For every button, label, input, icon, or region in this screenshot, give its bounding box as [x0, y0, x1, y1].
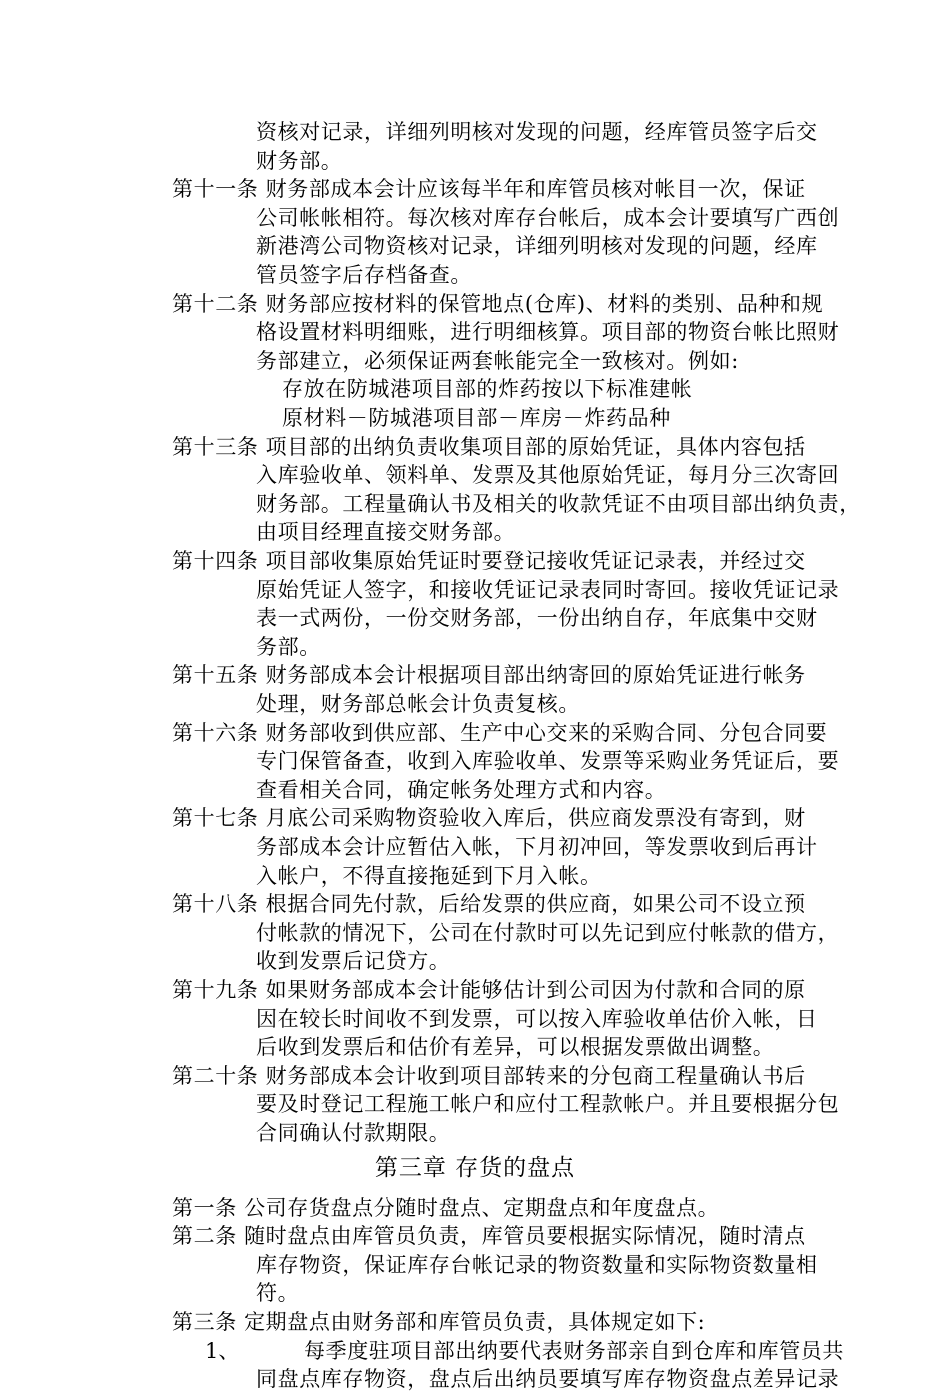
text-line: 入帐户，不得直接拖延到下月入帐。: [256, 863, 602, 888]
chapter3-article-1: 第一条 公司存货盘点分随时盘点、定期盘点和年度盘点。: [172, 1195, 720, 1220]
text-line: 务部。: [256, 634, 321, 659]
text-line: 公司帐帐相符。每次核对库存台帐后，成本会计要填写广西创: [256, 205, 840, 230]
chapter3-article-3: 第三条 定期盘点由财务部和库管员负责，具体规定如下:: [172, 1310, 706, 1334]
text-line: 原始凭证人签字，和接收凭证记录表同时寄回。接收凭证记录: [256, 577, 840, 602]
text-line: 由项目经理直接交财务部。: [256, 520, 516, 545]
article-14: 第十四条 项目部收集原始凭证时要登记接收凭证记录表，并经过交: [172, 549, 806, 573]
item-text: 每季度驻项目部出纳要代表财务部亲自到仓库和库管员共: [304, 1338, 844, 1363]
text-line: 务部建立，必须保证两套帐能完全一致核对。例如:: [256, 348, 739, 373]
article-15: 第十五条 财务部成本会计根据项目部出纳寄回的原始凭证进行帐务: [172, 663, 806, 688]
text-line: 合同确认付款期限。: [256, 1121, 451, 1145]
text-line: 财务部。: [256, 148, 343, 173]
item-number: 1、: [205, 1338, 240, 1363]
article-16: 第十六条 财务部收到供应部、生产中心交来的采购合同、分包合同要: [172, 720, 828, 745]
chapter3-article-2: 第二条 随时盘点由库管员负责，库管员要根据实际情况，随时清点: [172, 1224, 806, 1249]
item-continuation: 同盘点库存物资，盘点后出纳员要填写库存物资盘点差异记录: [256, 1367, 840, 1392]
text-line: 处理，财务部总帐会计负责复核。: [256, 692, 580, 716]
article-11: 第十一条 财务部成本会计应该每半年和库管员核对帐目一次，保证: [172, 177, 806, 202]
example-line: 存放在防城港项目部的炸药按以下标准建帐: [282, 377, 693, 402]
text-line: 管员签字后存档备查。: [256, 263, 472, 287]
text-line: 后收到发票后和估价有差异，可以根据发票做出调整。: [256, 1035, 775, 1060]
text-line: 查看相关合同，确定帐务处理方式和内容。: [256, 777, 667, 802]
article-20: 第二十条 财务部成本会计收到项目部转来的分包商工程量确认书后: [172, 1063, 806, 1088]
text-line: 付帐款的情况下，公司在付款时可以先记到应付帐款的借方，: [256, 920, 840, 945]
text-line: 入库验收单、领料单、发票及其他原始凭证，每月分三次寄回: [256, 463, 840, 488]
text-line: 资核对记录，详细列明核对发现的问题，经库管员签字后交: [256, 120, 818, 144]
text-line: 库存物资，保证库存台帐记录的物资数量和实际物资数量相: [256, 1252, 818, 1277]
text-line: 要及时登记工程施工帐户和应付工程款帐户。并且要根据分包: [256, 1092, 840, 1117]
article-18: 第十八条 根据合同先付款，后给发票的供应商，如果公司不设立预: [172, 892, 806, 917]
text-line: 表一式两份，一份交财务部，一份出纳自存，年底集中交财: [256, 606, 818, 631]
article-19: 第十九条 如果财务部成本会计能够估计到公司因为付款和合同的原: [172, 978, 806, 1002]
text-line: 收到发票后记贷方。: [256, 949, 451, 974]
text-line: 新港湾公司物资核对记录，详细列明核对发现的问题，经库: [256, 234, 818, 259]
text-line: 专门保管备查，收到入库验收单、发票等采购业务凭证后，要: [256, 749, 840, 774]
text-line: 财务部。工程量确认书及相关的收款凭证不由项目部出纳负责，: [256, 491, 861, 516]
chapter-heading: 第三章 存货的盘点: [374, 1154, 576, 1181]
text-line: 符。: [256, 1281, 300, 1306]
text-line: 格设置材料明细账，进行明细核算。项目部的物资台帐比照财: [256, 320, 840, 345]
text-line: 因在较长时间收不到发票，可以按入库验收单估价入帐，日: [256, 1006, 818, 1031]
article-13: 第十三条 项目部的出纳负责收集项目部的原始凭证，具体内容包括: [172, 434, 806, 459]
example-line: 原材料－防城港项目部－库房－炸药品种: [282, 406, 671, 430]
article-17: 第十七条 月底公司采购物资验收入库后，供应商发票没有寄到，财: [172, 806, 806, 831]
text-line: 务部成本会计应暂估入帐，下月初冲回，等发票收到后再计: [256, 835, 818, 859]
article-12: 第十二条 财务部应按材料的保管地点(仓库)、材料的类别、品种和规: [172, 291, 824, 316]
